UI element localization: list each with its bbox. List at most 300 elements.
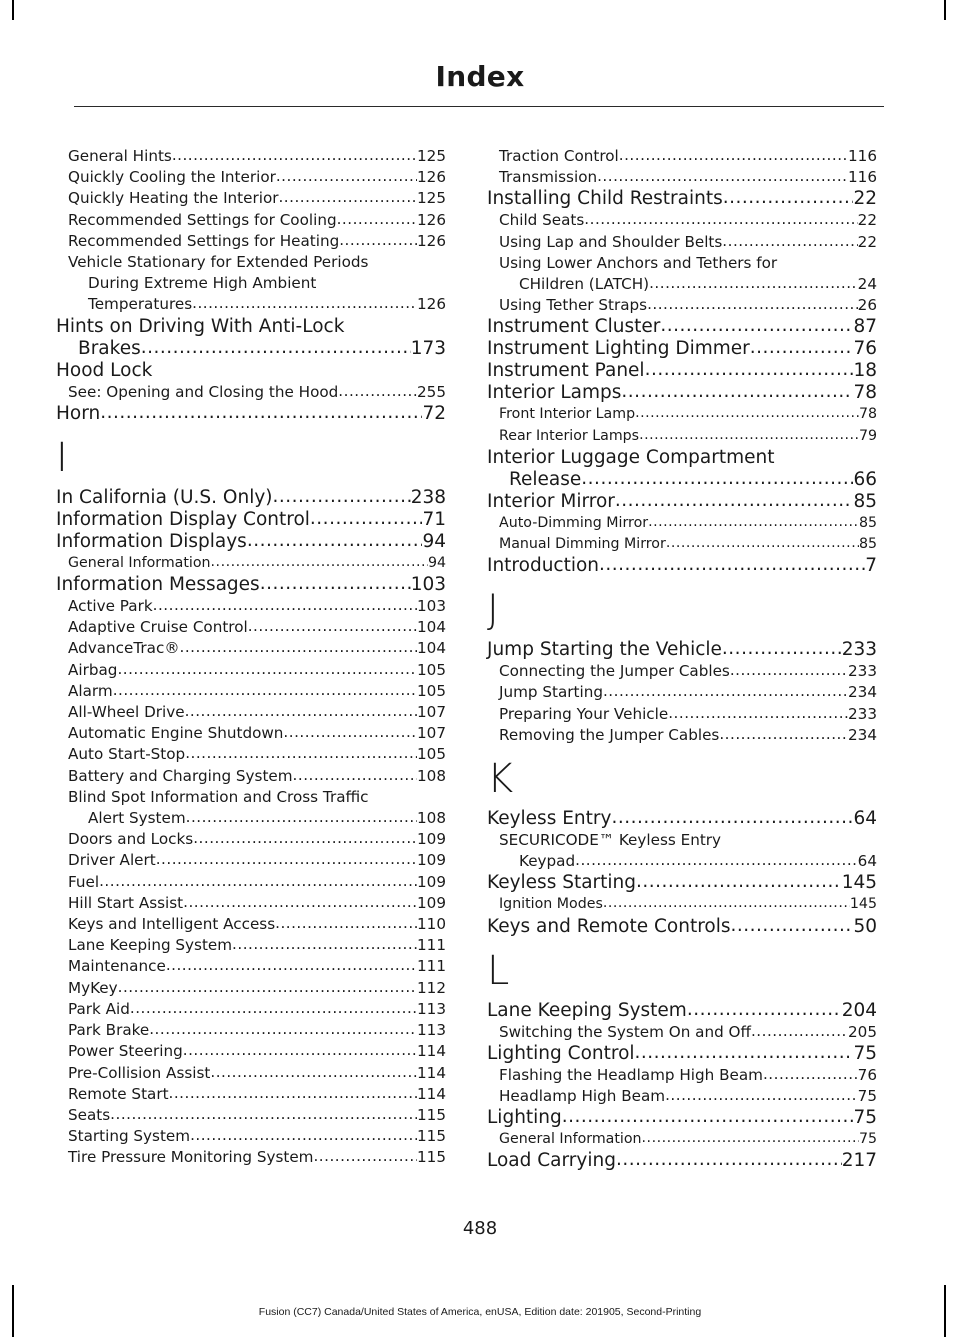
index-sub-entry [56, 850, 446, 871]
index-page-number: 108 [417, 809, 446, 828]
index-main-entry [487, 491, 877, 513]
index-sub-entry [56, 553, 446, 574]
index-entry-label: Park Aid [68, 999, 130, 1018]
index-page-number: 85 [858, 536, 877, 553]
index-page-number: 103 [410, 574, 446, 596]
index-entry-label: Alert System [88, 809, 186, 828]
index-main-entry [487, 188, 877, 210]
index-main-entry [487, 639, 877, 661]
dot-leader [665, 1085, 858, 1106]
index-sub-entry [56, 935, 446, 956]
index-sub-entry [56, 1126, 446, 1147]
index-sub-entry [487, 704, 877, 725]
dot-leader [337, 209, 417, 230]
index-entry-label: Front Interior Lamp [499, 406, 636, 423]
index-entry-label: Installing Child Restraints [487, 188, 723, 210]
dot-leader [636, 871, 842, 893]
crop-mark-top-left [12, 0, 14, 20]
index-page-number: 234 [848, 683, 877, 702]
index-sub-entry [487, 167, 877, 188]
index-page-number: 18 [853, 360, 877, 382]
footer-edition-info: Fusion (CC7) Canada/United States of America, enUSA, Edition date: 201905, Second-Printing [258, 1306, 702, 1318]
index-sub-entry [56, 766, 446, 787]
index-page-number: 72 [422, 402, 446, 424]
index-entry-label: Connecting the Jumper Cables [499, 662, 730, 681]
index-entry-label: Load Carrying [487, 1150, 616, 1172]
index-entry-text: SECURICODE™ Keyless Entry [499, 831, 722, 850]
index-page-number: 126 [417, 210, 446, 229]
index-page-number: 126 [417, 295, 446, 314]
index-page-number: 103 [417, 597, 446, 616]
dot-leader [185, 743, 417, 764]
index-entry-label: General Information [499, 1131, 642, 1148]
dot-leader [581, 468, 853, 490]
index-entry-label: Remote Start [68, 1084, 169, 1103]
index-entry-label: Alarm [68, 681, 113, 700]
index-page-number: 111 [417, 957, 446, 976]
dot-leader [722, 231, 857, 252]
index-entry-label: Keys and Intelligent Access [68, 915, 276, 934]
dot-leader [599, 554, 865, 576]
index-sub-entry [487, 1065, 877, 1086]
index-column-right [487, 146, 877, 1172]
index-entry-label: Keyless Entry [487, 808, 612, 830]
index-page-number: 173 [410, 337, 446, 359]
dot-leader [172, 145, 417, 166]
dot-leader [730, 660, 848, 681]
index-entry-label: AdvanceTrac® [68, 639, 180, 658]
index-entry-label: Jump Starting [499, 683, 603, 702]
index-entry-label: Auto Start-Stop [68, 745, 186, 764]
index-page-number: 108 [417, 766, 446, 785]
dot-leader [278, 187, 417, 208]
dot-leader [117, 659, 417, 680]
index-sub-entry [56, 660, 446, 681]
index-entry-label: Transmission [499, 168, 598, 187]
dot-leader [621, 381, 853, 403]
dot-leader [183, 1040, 417, 1061]
index-page-number: 76 [853, 338, 877, 360]
index-sub-entry [56, 1105, 446, 1126]
index-page-number: 115 [417, 1127, 446, 1146]
index-entry-label: Information Messages [56, 574, 260, 596]
dot-leader [169, 1083, 417, 1104]
index-page-number: 126 [417, 168, 446, 187]
index-page-number: 233 [848, 662, 877, 681]
dot-leader [248, 616, 417, 637]
index-sub-entry [56, 1041, 446, 1062]
index-sub-entry [56, 231, 446, 252]
index-page-number: 233 [841, 639, 877, 661]
dot-leader [616, 1149, 842, 1171]
index-sub-entry [56, 914, 446, 935]
index-entry-label: Interior Lamps [487, 382, 622, 404]
index-page-number: 238 [410, 486, 446, 508]
index-entry-label: Quickly Heating the Interior [68, 189, 279, 208]
index-page-number: 79 [858, 427, 877, 444]
dot-leader [603, 893, 850, 914]
index-sub-entry [56, 893, 446, 914]
index-entry-text: Hints on Driving With Anti-Lock [56, 315, 345, 337]
dot-leader [166, 955, 417, 976]
index-entry-label: Using Lap and Shoulder Belts [499, 232, 723, 251]
index-main-entry [487, 469, 877, 491]
index-entry-label: Driver Alert [68, 851, 156, 870]
dot-leader [130, 998, 417, 1019]
index-entry-label: Automatic Engine Shutdown [68, 724, 284, 743]
index-entry-label: Auto-Dimming Mirror [499, 514, 649, 531]
index-entry-label: Headlamp High Beam [499, 1087, 666, 1106]
index-entry-label: Fuel [68, 872, 100, 891]
index-page-number: 233 [848, 704, 877, 723]
index-column-left [56, 146, 446, 1169]
index-page-number: 105 [417, 681, 446, 700]
index-letter-heading: I [56, 434, 68, 481]
dot-leader [647, 294, 858, 315]
index-entry-label: Child Seats [499, 211, 585, 230]
index-entry-label: Ignition Modes [499, 896, 603, 913]
index-sub-entry [487, 146, 877, 167]
dot-leader [645, 359, 854, 381]
index-page-number: 205 [848, 1022, 877, 1041]
dot-leader [141, 337, 411, 359]
index-sub-entry [487, 513, 877, 534]
index-entry-label: Park Brake [68, 1021, 150, 1040]
index-entry-label: Active Park [68, 597, 153, 616]
index-page-number: 116 [848, 147, 877, 165]
index-page-number: 113 [417, 999, 446, 1018]
index-page-number: 94 [422, 530, 446, 552]
crop-mark-top-right [944, 0, 946, 20]
index-entry-label: Pre-Collision Assist [68, 1063, 211, 1082]
index-sub-entry [487, 232, 877, 253]
index-main-entry [487, 316, 877, 338]
dot-leader [575, 850, 858, 871]
index-sub-entry [487, 295, 877, 316]
index-page-number: 112 [417, 978, 446, 997]
index-entry-label: See: Opening and Closing the Hood [68, 382, 339, 401]
index-page-number: 113 [417, 1021, 446, 1040]
page-title: Index [435, 60, 525, 93]
index-entry-label: Battery and Charging System [68, 766, 293, 785]
index-page-number: 94 [427, 554, 446, 571]
index-page-number: 109 [417, 893, 446, 912]
dot-leader [751, 1021, 848, 1042]
index-page-number: 114 [417, 1063, 446, 1082]
dot-leader [668, 703, 848, 724]
index-page-number: 64 [857, 852, 877, 871]
index-sub-entry [56, 1020, 446, 1041]
index-sub-entry [56, 956, 446, 977]
index-main-entry [487, 338, 877, 360]
index-page-number: 7 [865, 555, 877, 577]
index-entry-label: Maintenance [68, 957, 166, 976]
index-sub-entry [56, 681, 446, 702]
dot-leader [99, 871, 417, 892]
index-sub-entry [56, 167, 446, 188]
index-main-entry [56, 574, 446, 596]
index-page-number: 115 [417, 1148, 446, 1167]
index-sub-entry [56, 146, 446, 167]
dot-leader [190, 1125, 417, 1146]
index-page-number: 109 [417, 830, 446, 849]
dot-leader [100, 402, 422, 424]
index-entry-label: Instrument Cluster [487, 316, 661, 338]
index-main-entry [487, 808, 877, 830]
dot-leader [338, 381, 417, 402]
dot-leader [642, 1128, 859, 1149]
dot-leader [193, 828, 417, 849]
index-entry-label: Brakes [78, 337, 141, 359]
dot-leader [339, 230, 417, 251]
dot-leader [283, 722, 417, 743]
index-entry-label: CHildren (LATCH) [519, 275, 650, 294]
index-entry-label: Interior Mirror [487, 490, 615, 512]
index-entry-label: Removing the Jumper Cables [499, 725, 720, 744]
index-page-number: 145 [849, 896, 877, 913]
index-letter-heading: L [487, 947, 510, 994]
dot-leader [113, 680, 417, 701]
index-page-number: 26 [857, 296, 877, 315]
dot-leader [232, 934, 417, 955]
index-page-number: 125 [417, 189, 446, 208]
index-main-entry [487, 916, 877, 938]
index-sub-entry [56, 617, 446, 638]
index-entry-label: Lane Keeping System [487, 999, 687, 1021]
index-sub-entry [56, 744, 446, 765]
dot-leader [639, 425, 859, 446]
dot-leader [603, 681, 848, 702]
index-entry-label: Traction Control [499, 147, 619, 165]
index-entry-label: Keys and Remote Controls [487, 915, 731, 937]
dot-leader [584, 209, 857, 230]
index-entry-text: Blind Spot Information and Cross Traffic [68, 787, 369, 806]
index-page-number: 104 [417, 618, 446, 637]
dot-leader [635, 1042, 854, 1064]
dot-leader [180, 637, 417, 658]
index-entry-label: Instrument Lighting Dimmer [487, 338, 750, 360]
index-sub-entry [56, 1147, 446, 1168]
index-entry-label: Power Steering [68, 1042, 183, 1061]
index-entry-text: Hood Lock [56, 359, 153, 381]
index-page-number: 75 [853, 1107, 877, 1129]
index-entry-label: Temperatures [88, 295, 193, 314]
index-page-number: 104 [417, 639, 446, 658]
dot-leader [619, 145, 848, 166]
index-sub-entry [56, 978, 446, 999]
dot-leader [275, 913, 417, 934]
index-page-number: 125 [417, 147, 446, 165]
dot-leader [210, 1062, 417, 1083]
index-sub-entry [56, 638, 446, 659]
index-entry-label: Jump Starting the Vehicle [487, 639, 722, 661]
dot-leader [723, 187, 854, 209]
index-sub-entry [487, 1129, 877, 1150]
dot-leader [648, 512, 859, 533]
index-entry-label: General Hints [68, 147, 172, 165]
index-page-number: 87 [853, 316, 877, 338]
index-page-number: 204 [841, 999, 877, 1021]
index-page-number: 114 [417, 1084, 446, 1103]
dot-leader [276, 166, 417, 187]
dot-leader [247, 530, 423, 552]
index-sub-entry [56, 723, 446, 744]
dot-leader [273, 486, 411, 508]
dot-leader [763, 1064, 858, 1085]
index-sub-entry [487, 210, 877, 231]
dot-leader [635, 403, 859, 424]
index-entry-label: Seats [68, 1105, 111, 1124]
dot-leader [310, 508, 423, 530]
dot-leader [597, 166, 848, 187]
index-entry-label: Information Displays [56, 530, 247, 552]
index-page-number: 111 [417, 936, 446, 955]
index-page-number: 107 [417, 724, 446, 743]
dot-leader [615, 490, 854, 512]
dot-leader [562, 1106, 854, 1128]
index-page-number: 126 [417, 231, 446, 250]
dot-leader [649, 273, 858, 294]
dot-leader [153, 595, 417, 616]
index-entry-label: Adaptive Cruise Control [68, 618, 248, 637]
index-main-entry [487, 555, 877, 577]
index-sub-entry [56, 1063, 446, 1084]
dot-leader [666, 533, 859, 554]
dot-leader [260, 573, 411, 595]
dot-leader [110, 1104, 417, 1125]
index-page-number: 109 [417, 851, 446, 870]
index-entry-label: Tire Pressure Monitoring System [68, 1148, 314, 1167]
index-page-number: 217 [841, 1150, 877, 1172]
index-entry-label: Lane Keeping System [68, 936, 233, 955]
index-entry-text: Interior Luggage Compartment [487, 446, 775, 468]
index-letter-heading: J [487, 587, 499, 634]
dot-leader [731, 915, 854, 937]
index-page-number: 22 [853, 188, 877, 210]
index-page-number: 105 [417, 660, 446, 679]
index-page-number: 66 [853, 468, 877, 490]
dot-leader [313, 1146, 417, 1167]
index-sub-entry [487, 725, 877, 746]
dot-leader [192, 293, 417, 314]
index-page-number: 255 [417, 382, 446, 401]
index-sub-entry [56, 808, 446, 829]
index-main-entry [487, 382, 877, 404]
header-rule [74, 106, 884, 107]
index-entry-label: Hill Start Assist [68, 893, 184, 912]
index-main-entry [487, 1000, 877, 1022]
index-page-number: 75 [857, 1087, 877, 1106]
index-main-entry [56, 487, 446, 509]
index-main-entry [487, 1150, 877, 1172]
index-entry-label: Release [509, 468, 582, 490]
index-page-number: 109 [417, 872, 446, 891]
index-entry-label: Manual Dimming Mirror [499, 536, 666, 553]
index-entry-label: Switching the System On and Off [499, 1022, 751, 1041]
index-page-number: 110 [417, 915, 446, 934]
index-main-entry [487, 1043, 877, 1065]
index-sub-entry [487, 682, 877, 703]
index-page-number: 76 [857, 1065, 877, 1084]
index-main-entry [56, 338, 446, 360]
index-page-number: 107 [417, 703, 446, 722]
dot-leader [118, 977, 417, 998]
index-page-number: 22 [857, 232, 877, 251]
index-page-number: 22 [857, 211, 877, 230]
index-main-entry [487, 872, 877, 894]
dot-leader [185, 701, 417, 722]
index-page-number: 75 [853, 1042, 877, 1064]
index-entry-label: Quickly Cooling the Interior [68, 168, 276, 187]
index-main-entry [56, 531, 446, 553]
index-main-entry [56, 403, 446, 425]
index-sub-entry [487, 661, 877, 682]
index-page-number: 115 [417, 1105, 446, 1124]
index-entry-label: Starting System [68, 1127, 191, 1146]
index-sub-entry [487, 534, 877, 555]
index-page-number: 114 [417, 1042, 446, 1061]
dot-leader [186, 807, 417, 828]
index-main-entry [487, 1107, 877, 1129]
index-entry-text: During Extreme High Ambient [88, 274, 317, 293]
index-sub-entry [56, 702, 446, 723]
index-entry-label: Keypad [519, 852, 576, 871]
index-sub-entry [487, 1022, 877, 1043]
index-page-number: 85 [853, 490, 877, 512]
index-page-number: 71 [422, 508, 446, 530]
index-page-number: 78 [853, 382, 877, 404]
page-number: 488 [462, 1218, 498, 1239]
dot-leader [211, 552, 428, 573]
dot-leader [660, 315, 853, 337]
index-page-number: 78 [858, 406, 877, 423]
dot-leader [719, 724, 848, 745]
index-main-entry [487, 360, 877, 382]
index-entry-label: Flashing the Headlamp High Beam [499, 1065, 763, 1084]
index-main-entry [56, 509, 446, 531]
index-sub-entry [56, 1084, 446, 1105]
index-sub-entry [56, 872, 446, 893]
index-sub-entry [56, 188, 446, 209]
index-entry-text: Using Lower Anchors and Tethers for [499, 253, 778, 272]
index-sub-entry [56, 382, 446, 403]
index-sub-entry [56, 999, 446, 1020]
index-entry-label: Preparing Your Vehicle [499, 704, 669, 723]
index-page-number: 24 [857, 275, 877, 294]
dot-leader [183, 892, 417, 913]
index-entry-label: MyKey [68, 978, 118, 997]
index-letter-heading: K [487, 756, 514, 803]
index-entry-label: Instrument Panel [487, 360, 645, 382]
index-page-number: 145 [841, 872, 877, 894]
index-entry-label: Keyless Starting [487, 872, 637, 894]
index-entry-label: Introduction [487, 555, 600, 577]
index-entry-label: Recommended Settings for Cooling [68, 210, 337, 229]
dot-leader [750, 337, 854, 359]
index-sub-entry [487, 274, 877, 295]
index-sub-entry [56, 210, 446, 231]
index-sub-entry [487, 426, 877, 447]
index-entry-label: Lighting [487, 1107, 562, 1129]
index-page-number: 85 [858, 514, 877, 531]
dot-leader [611, 807, 853, 829]
dot-leader [149, 1019, 417, 1040]
index-entry-label: Information Display Control [56, 508, 310, 530]
index-entry-label: Recommended Settings for Heating [68, 231, 340, 250]
index-entry-label: All-Wheel Drive [68, 703, 185, 722]
index-sub-entry [56, 829, 446, 850]
index-page-number: 105 [417, 745, 446, 764]
